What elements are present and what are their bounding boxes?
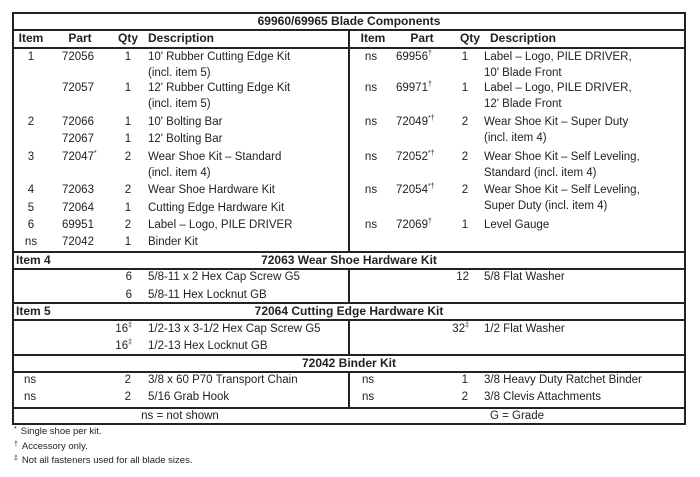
part-number-value: 69956 — [396, 51, 428, 63]
quantity-value: 6 — [125, 289, 132, 301]
part-number — [62, 50, 122, 66]
footnote-mark: ‡ — [128, 339, 132, 346]
header-part: Part — [68, 31, 92, 45]
description: 3/8 Clevis Attachments — [484, 391, 601, 403]
part-number — [62, 218, 122, 234]
description: 1/2-13 Hex Locknut GB — [148, 340, 268, 352]
quantity-value: 16 — [115, 340, 129, 352]
quantity: 1 — [461, 51, 469, 63]
footnote-text: Accessory only. — [21, 441, 88, 452]
quantity: 1 — [124, 51, 132, 63]
part-number — [62, 183, 122, 199]
description: Level Gauge — [484, 219, 550, 231]
legend-not-shown: ns = not shown — [141, 410, 219, 422]
quantity-value: 12 — [456, 271, 469, 283]
description: Wear Shoe Kit – Self Leveling, Super Duty (incl. item 4) — [484, 184, 640, 212]
footnote-mark: ‡ — [14, 455, 18, 462]
item-number: 3 — [27, 151, 35, 163]
item-number: 2 — [27, 116, 35, 128]
part-number — [62, 81, 122, 97]
table-rule — [348, 321, 350, 354]
part-number-value: 72057 — [62, 82, 94, 94]
header-qty: Qty — [459, 31, 480, 45]
description: 5/8-11 Hex Locknut GB — [148, 289, 267, 301]
header-item: Item — [18, 31, 44, 45]
description: 5/16 Grab Hook — [148, 391, 230, 403]
description: 1/2 Flat Washer — [484, 323, 565, 335]
description: Label – Logo, PILE DRIVER, 10' Blade Front — [484, 51, 632, 79]
quantity-value: 32 — [452, 323, 466, 335]
quantity: 2 — [124, 374, 131, 386]
quantity: 2 — [124, 151, 132, 163]
item-number: ns — [364, 82, 378, 94]
quantity — [90, 270, 132, 286]
item-number: 1 — [27, 51, 35, 63]
footnote-mark: † — [427, 81, 432, 88]
part-number — [396, 183, 456, 199]
quantity: 2 — [461, 184, 469, 196]
description: 12' Rubber Cutting Edge Kit (incl. item 5) — [148, 82, 291, 110]
footnote — [14, 455, 192, 466]
part-number-value: 72066 — [62, 116, 94, 128]
part-number — [396, 81, 456, 97]
quantity — [420, 322, 469, 338]
part-number-value: 72056 — [62, 51, 94, 63]
footnote-mark: * — [14, 426, 17, 433]
kit-title: 72063 Wear Shoe Hardware Kit — [261, 253, 437, 267]
quantity — [90, 322, 132, 338]
description: Wear Shoe Kit – Self Leveling, Standard (incl. item 4) — [484, 151, 640, 179]
quantity: 1 — [124, 133, 132, 145]
table-title: 69960/69965 Blade Components — [257, 14, 441, 28]
description: 10' Rubber Cutting Edge Kit (incl. item 5) — [148, 51, 291, 79]
quantity — [420, 270, 469, 286]
quantity: 2 — [461, 151, 469, 163]
quantity: 1 — [461, 219, 469, 231]
quantity-value: 16 — [115, 323, 129, 335]
table-rule — [348, 270, 350, 302]
footnote-mark: ‡ — [465, 322, 469, 329]
part-number-value: 72064 — [62, 202, 94, 214]
footnote — [14, 426, 102, 437]
item-number: 6 — [27, 219, 35, 231]
description: 3/8 x 60 P70 Transport Chain — [148, 374, 298, 386]
quantity: 2 — [461, 391, 468, 403]
footnote-mark: † — [427, 218, 432, 225]
description: 12' Bolting Bar — [148, 133, 223, 145]
kit-item-label: Item 5 — [16, 304, 51, 318]
part-number-value: 72052 — [396, 151, 428, 163]
footnote-mark: *† — [427, 150, 435, 157]
quantity: 1 — [461, 374, 468, 386]
description: Wear Shoe Hardware Kit — [148, 184, 275, 196]
item-number: ns — [24, 374, 37, 386]
description: 1/2-13 x 3-1/2 Hex Cap Screw G5 — [148, 323, 321, 335]
description: 10' Bolting Bar — [148, 116, 223, 128]
kit-title: 72064 Cutting Edge Hardware Kit — [254, 304, 444, 318]
part-number — [62, 115, 122, 131]
description: Wear Shoe Kit – Standard (incl. item 4) — [148, 151, 282, 179]
quantity: 2 — [461, 116, 469, 128]
description: Wear Shoe Kit – Super Duty (incl. item 4) — [484, 116, 629, 144]
kit-title: 72042 Binder Kit — [301, 356, 397, 370]
quantity: 2 — [124, 391, 131, 403]
part-number — [396, 115, 456, 131]
item-number: ns — [364, 116, 378, 128]
header-part: Part — [410, 31, 434, 45]
kit-item-label: Item 4 — [16, 253, 51, 267]
item-number: 4 — [27, 184, 35, 196]
header-description: Description — [148, 31, 215, 45]
item-number: ns — [364, 184, 378, 196]
footnote-mark: † — [427, 50, 432, 57]
table-rule — [348, 30, 350, 251]
description: Label – Logo, PILE DRIVER, 12' Blade Front — [484, 82, 632, 110]
footnote-text: Single shoe per kit. — [20, 426, 102, 437]
description: Label – Logo, PILE DRIVER — [148, 219, 293, 231]
description: 5/8 Flat Washer — [484, 271, 565, 283]
footnote-mark: † — [14, 441, 18, 448]
quantity — [90, 288, 132, 304]
item-number: ns — [24, 391, 37, 403]
footnote — [14, 441, 88, 452]
item-number: ns — [362, 391, 375, 403]
part-number-value: 72067 — [62, 133, 94, 145]
item-number: ns — [364, 51, 378, 63]
quantity: 2 — [124, 219, 132, 231]
quantity — [90, 339, 132, 355]
footnote-mark: *† — [427, 183, 435, 190]
part-number-value: 72047 — [62, 151, 94, 163]
part-number — [62, 235, 122, 251]
item-number: ns — [362, 374, 375, 386]
description: 3/8 Heavy Duty Ratchet Binder — [484, 374, 642, 386]
part-number — [396, 150, 456, 166]
item-number: ns — [24, 236, 38, 248]
description: Binder Kit — [148, 236, 198, 248]
part-number-value: 72042 — [62, 236, 94, 248]
quantity: 1 — [461, 82, 469, 94]
header-description: Description — [490, 31, 557, 45]
description: Cutting Edge Hardware Kit — [148, 202, 285, 214]
item-number: ns — [364, 219, 378, 231]
part-number-value: 72063 — [62, 184, 94, 196]
quantity: 1 — [124, 202, 132, 214]
header-qty: Qty — [117, 31, 138, 45]
footnote-mark: ‡ — [128, 322, 132, 329]
item-number: ns — [364, 151, 378, 163]
quantity: 2 — [124, 184, 132, 196]
part-number — [396, 50, 456, 66]
part-number — [62, 132, 122, 148]
part-number — [62, 201, 122, 217]
part-number-value: 69971 — [396, 82, 428, 94]
footnote-mark: *† — [427, 115, 435, 122]
quantity: 1 — [124, 116, 132, 128]
header-item: Item — [360, 31, 386, 45]
part-number-value: 72054 — [396, 184, 428, 196]
legend-grade: G = Grade — [489, 410, 544, 422]
part-number-value: 69951 — [62, 219, 94, 231]
quantity-value: 6 — [125, 271, 132, 283]
part-number — [396, 218, 456, 234]
quantity: 1 — [124, 82, 132, 94]
part-number — [62, 150, 122, 166]
part-number-value: 72049 — [396, 116, 428, 128]
description: 5/8-11 x 2 Hex Cap Screw G5 — [148, 271, 300, 283]
item-number: 5 — [27, 202, 35, 214]
part-number-value: 72069 — [396, 219, 428, 231]
quantity: 1 — [124, 236, 132, 248]
footnote-mark: * — [93, 150, 97, 157]
table-rule — [348, 373, 350, 407]
footnote-text: Not all fasteners used for all blade sizes. — [21, 455, 193, 466]
